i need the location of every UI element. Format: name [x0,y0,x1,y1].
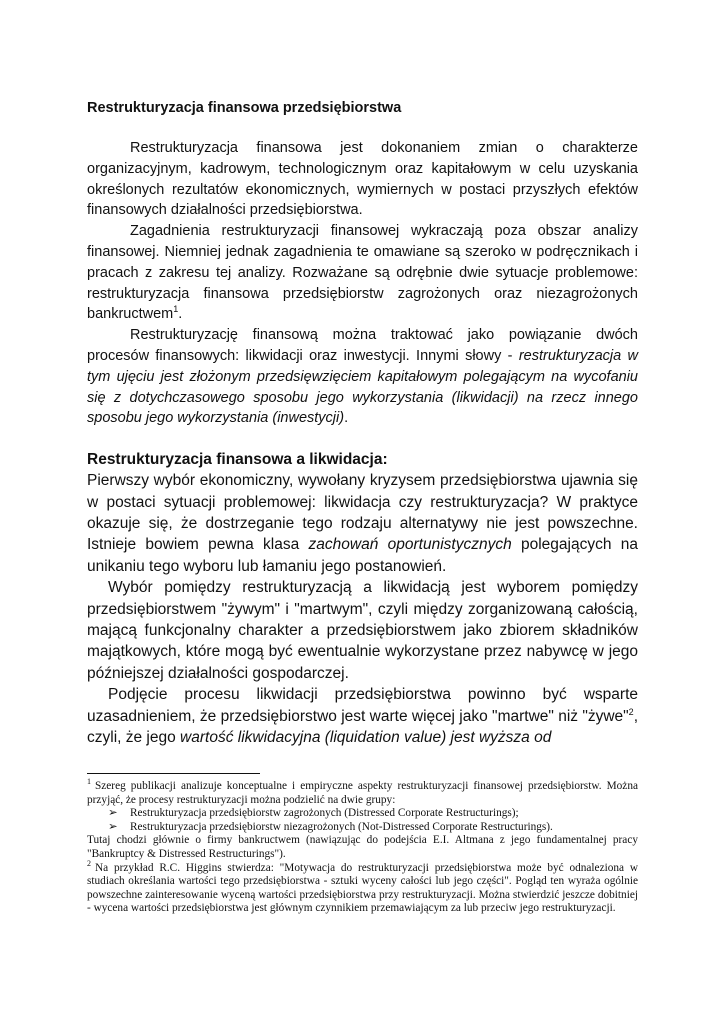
paragraph-text: Restrukturyzacja finansowa jest dokonaniem zmian o charakterze organizacyjnym, kadrowym, technologicznym oraz kapitałowym w celu uzyskania określonych rezultatów ekonomicznych, wymiernych w postaci przyszłych efektów finansowych działalności przedsiębiorstwa. [87,140,638,219]
arrow-bullet-icon: ➢ [108,807,118,820]
footnote-1 [87,777,638,807]
footnote-text: Na przykład R.C. Higgins stwierdza: "Motywacja do restrukturyzacji przedsiębiorstwa może być odnaleziona w studiach określania wartości tego przedsiębiorstwa - sztuki wyceny całości lub jego części". Pogląd ten wyraża ogólnie powszechne zainteresowanie wyceną wartości przedsiębiorstwa przy restrukturyzacji. Można stwierdzić jeszcze dobitniej - wycena wartości przedsiębiorstwa jest głównym czynnikiem przemawiającym za lub przeciw jego restrukturyzacji. [87,861,638,915]
footnote-ref-2[interactable]: 2 [628,706,634,717]
paragraph-text: Restrukturyzację finansową można traktować jako powiązanie dwóch procesów finansowych: likwidacji oraz inwestycji. Innymi słowy - [87,327,638,364]
footnote-ref-1[interactable]: 1 [173,304,179,315]
footnote-text: Szereg publikacji analizuje konceptualne i empiryczne aspekty restrukturyzacji finansowej przedsiębiorstw. Można przyjąć, że procesy restrukturyzacji można podzielić na dwie grupy: [87,780,638,806]
list-item-text: Restrukturyzacja przedsiębiorstw niezagrożonych (Not-Distressed Corporate Restructurings). [130,820,553,833]
paragraph-text: Pierwszy wybór ekonomiczny, wywołany kryzysem przedsiębiorstwa ujawnia się w postaci sytuacji problemowej: likwidacja czy restrukturyzacja? W praktyce okazuje się, że dostrzeganie tego rodzaju alternatywy nie jest powszechne. Istnieje bowiem pewna klasa [87,472,638,554]
italic-term: zachowań oportunistycznych [308,536,512,554]
paragraph-text: polegających na unikaniu tego wyboru lub łamaniu jego postanowień. [87,536,639,575]
paragraph-liquidation-process [87,684,638,748]
footnote-text: Tutaj chodzi głównie o firmy bankructwem (nawiązując do podejścia E.I. Altmana z jego fundamentalnej pracy "Bankruptcy & Distressed Restructurings"). [87,834,638,860]
footnote-number: 2 [87,858,91,868]
document-title: Restrukturyzacja finansowa przedsiębiorstwa [87,100,402,116]
paragraph-first-choice [87,470,638,577]
italic-liquidation-value: wartość likwidacyjna (liquidation value) jest wyższa od [180,729,552,747]
footnote-number: 1 [87,777,91,787]
document-page [87,98,638,748]
paragraph-text: Podjęcie procesu likwidacji przedsiębiorstwa powinno być wsparte uzasadnieniem, że przedsiębiorstwo jest warte więcej jako "martwe" niż "żywe" [87,686,638,725]
paragraph-text-end: . [178,306,183,323]
paragraph-text-end: . [344,410,349,427]
arrow-bullet-icon: ➢ [108,820,118,833]
list-item [87,807,638,821]
footnote-separator [87,773,260,774]
paragraph-processes [87,325,638,429]
footnote-1-continued [87,834,638,861]
list-item-text: Restrukturyzacja przedsiębiorstw zagrożonych (Distressed Corporate Restructurings); [130,807,519,820]
paragraph-scope [87,221,638,325]
paragraph-text: Wybór pomiędzy restrukturyzacją a likwidacją jest wyborem pomiędzy przedsiębiorstwem "żywym" i "martwym", czyli między zorganizowaną całością, mającą funkcjonalny charakter a przedsiębiorstwem jako zbiorem składników majątkowych, które mogą być ewentualnie wykorzystane przez nabywcę w jego późniejszej działalności gospodarczej. [87,579,638,682]
footnotes [87,777,638,916]
paragraph-definition [87,138,638,221]
footnote-2 [87,858,638,916]
italic-definition: restrukturyzacja w tym ujęciu jest złożonym przedsięwzięciem kapitałowym polegającym na wycofaniu się z dotychczasowego sposobu jego wykorzystania (likwidacji) na rzecz innego sposobu jego wykorzystania (inwestycji) [87,347,638,427]
section-heading-liquidation: Restrukturyzacja finansowa a likwidacja: [87,451,388,469]
footnote-list [87,807,638,834]
paragraph-alive-dead [87,577,638,684]
paragraph-text: , czyli, że jego [87,707,638,747]
list-item [87,821,638,835]
paragraph-text: Zagadnienia restrukturyzacji finansowej wykraczają poza obszar analizy finansowej. Niemniej jednak zagadnienia te omawiane są szeroko w podręcznikach i pracach z zakresu tej analizy. Rozważane są odrębnie dwie sytuacje problemowe: restrukturyzacja finansowa przedsiębiorstw zagrożonych oraz niezagrożonych bankructwem [87,223,638,323]
